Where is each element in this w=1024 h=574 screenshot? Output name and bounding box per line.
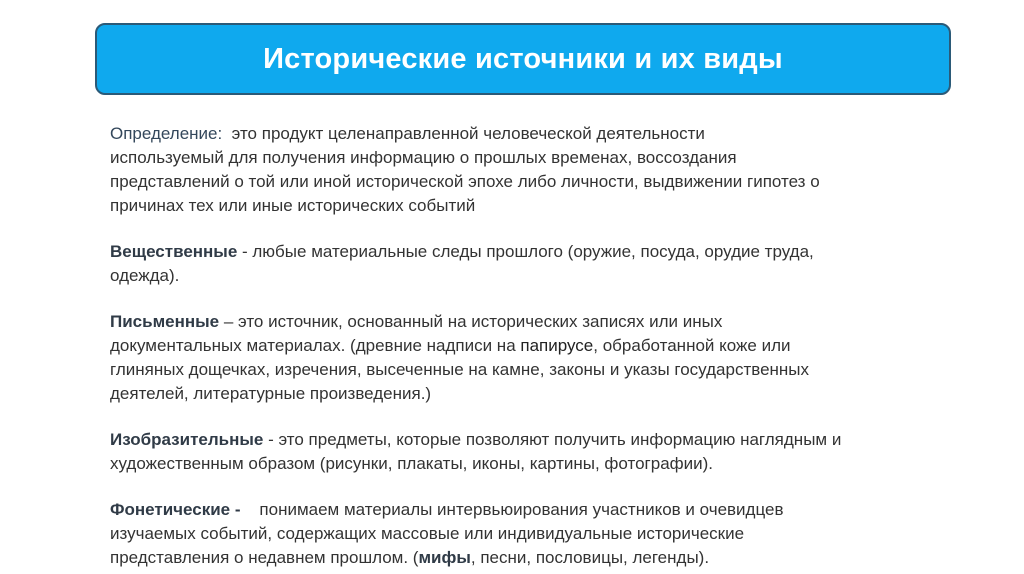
visual-term: Изобразительные [110, 430, 264, 449]
phonetic-line-1 [110, 498, 940, 522]
definition-line-4: причинах тех или иные исторических событий [110, 196, 476, 215]
phonetic-line-2: изучаемых событий, содержащих массовые или индивидуальные исторические [110, 524, 745, 543]
written-text-1: – это источник, основанный на исторических записях или иных [219, 312, 723, 331]
definition-text-1: это продукт целенаправленной человеческой деятельности [222, 124, 705, 143]
written-line-4: деятелей, литературные произведения.) [110, 384, 432, 403]
material-term: Вещественные [110, 242, 238, 261]
phonetic-text-1: понимаем материалы интервьюирования участников и очевидцев [245, 500, 784, 519]
written-line-1 [110, 310, 940, 334]
phonetic-term: Фонетические - [110, 500, 246, 519]
definition-line-3: представлений о той или иной исторической эпохе либо личности, выдвижении гипотез о [110, 172, 820, 191]
definition-line-1 [110, 122, 940, 146]
myths-word: мифы [418, 548, 471, 567]
visual-line-1 [110, 428, 940, 452]
title-banner [95, 23, 951, 95]
page-title: Исторические источники и их виды [263, 42, 783, 75]
written-line-3: глиняных дощечках, изречения, высеченные на камне, законы и указы государственных [110, 360, 810, 379]
phonetic-line-3 [110, 546, 940, 570]
content-body [110, 122, 940, 570]
written-term: Письменные [110, 312, 220, 331]
definition-term: Определение: [110, 124, 223, 143]
material-line-2: одежда). [110, 266, 180, 285]
material-line-1 [110, 240, 940, 264]
written-text-2a: документальных материалах. (древние надписи на [110, 336, 521, 355]
visual-paragraph [110, 428, 940, 476]
written-paragraph [110, 310, 940, 406]
phonetic-text-3a: представления о недавнем прошлом. ( [110, 548, 419, 567]
material-text-1: - любые материальные следы прошлого (оружие, посуда, орудие труда, [237, 242, 814, 261]
phonetic-paragraph [110, 498, 940, 570]
phonetic-text-3c: , песни, пословицы, легенды). [470, 548, 710, 567]
written-line-2 [110, 334, 940, 358]
visual-line-2: художественным образом (рисунки, плакаты, иконы, картины, фотографии). [110, 454, 714, 473]
papyrus-word: папирусе [520, 336, 594, 355]
material-paragraph [110, 240, 940, 288]
definition-line-2: используемый для получения информацию о прошлых временах, воссоздания [110, 148, 737, 167]
visual-text-1: - это предметы, которые позволяют получить информацию наглядным и [263, 430, 842, 449]
written-text-2c: , обработанной коже или [593, 336, 791, 355]
definition-paragraph [110, 122, 940, 218]
